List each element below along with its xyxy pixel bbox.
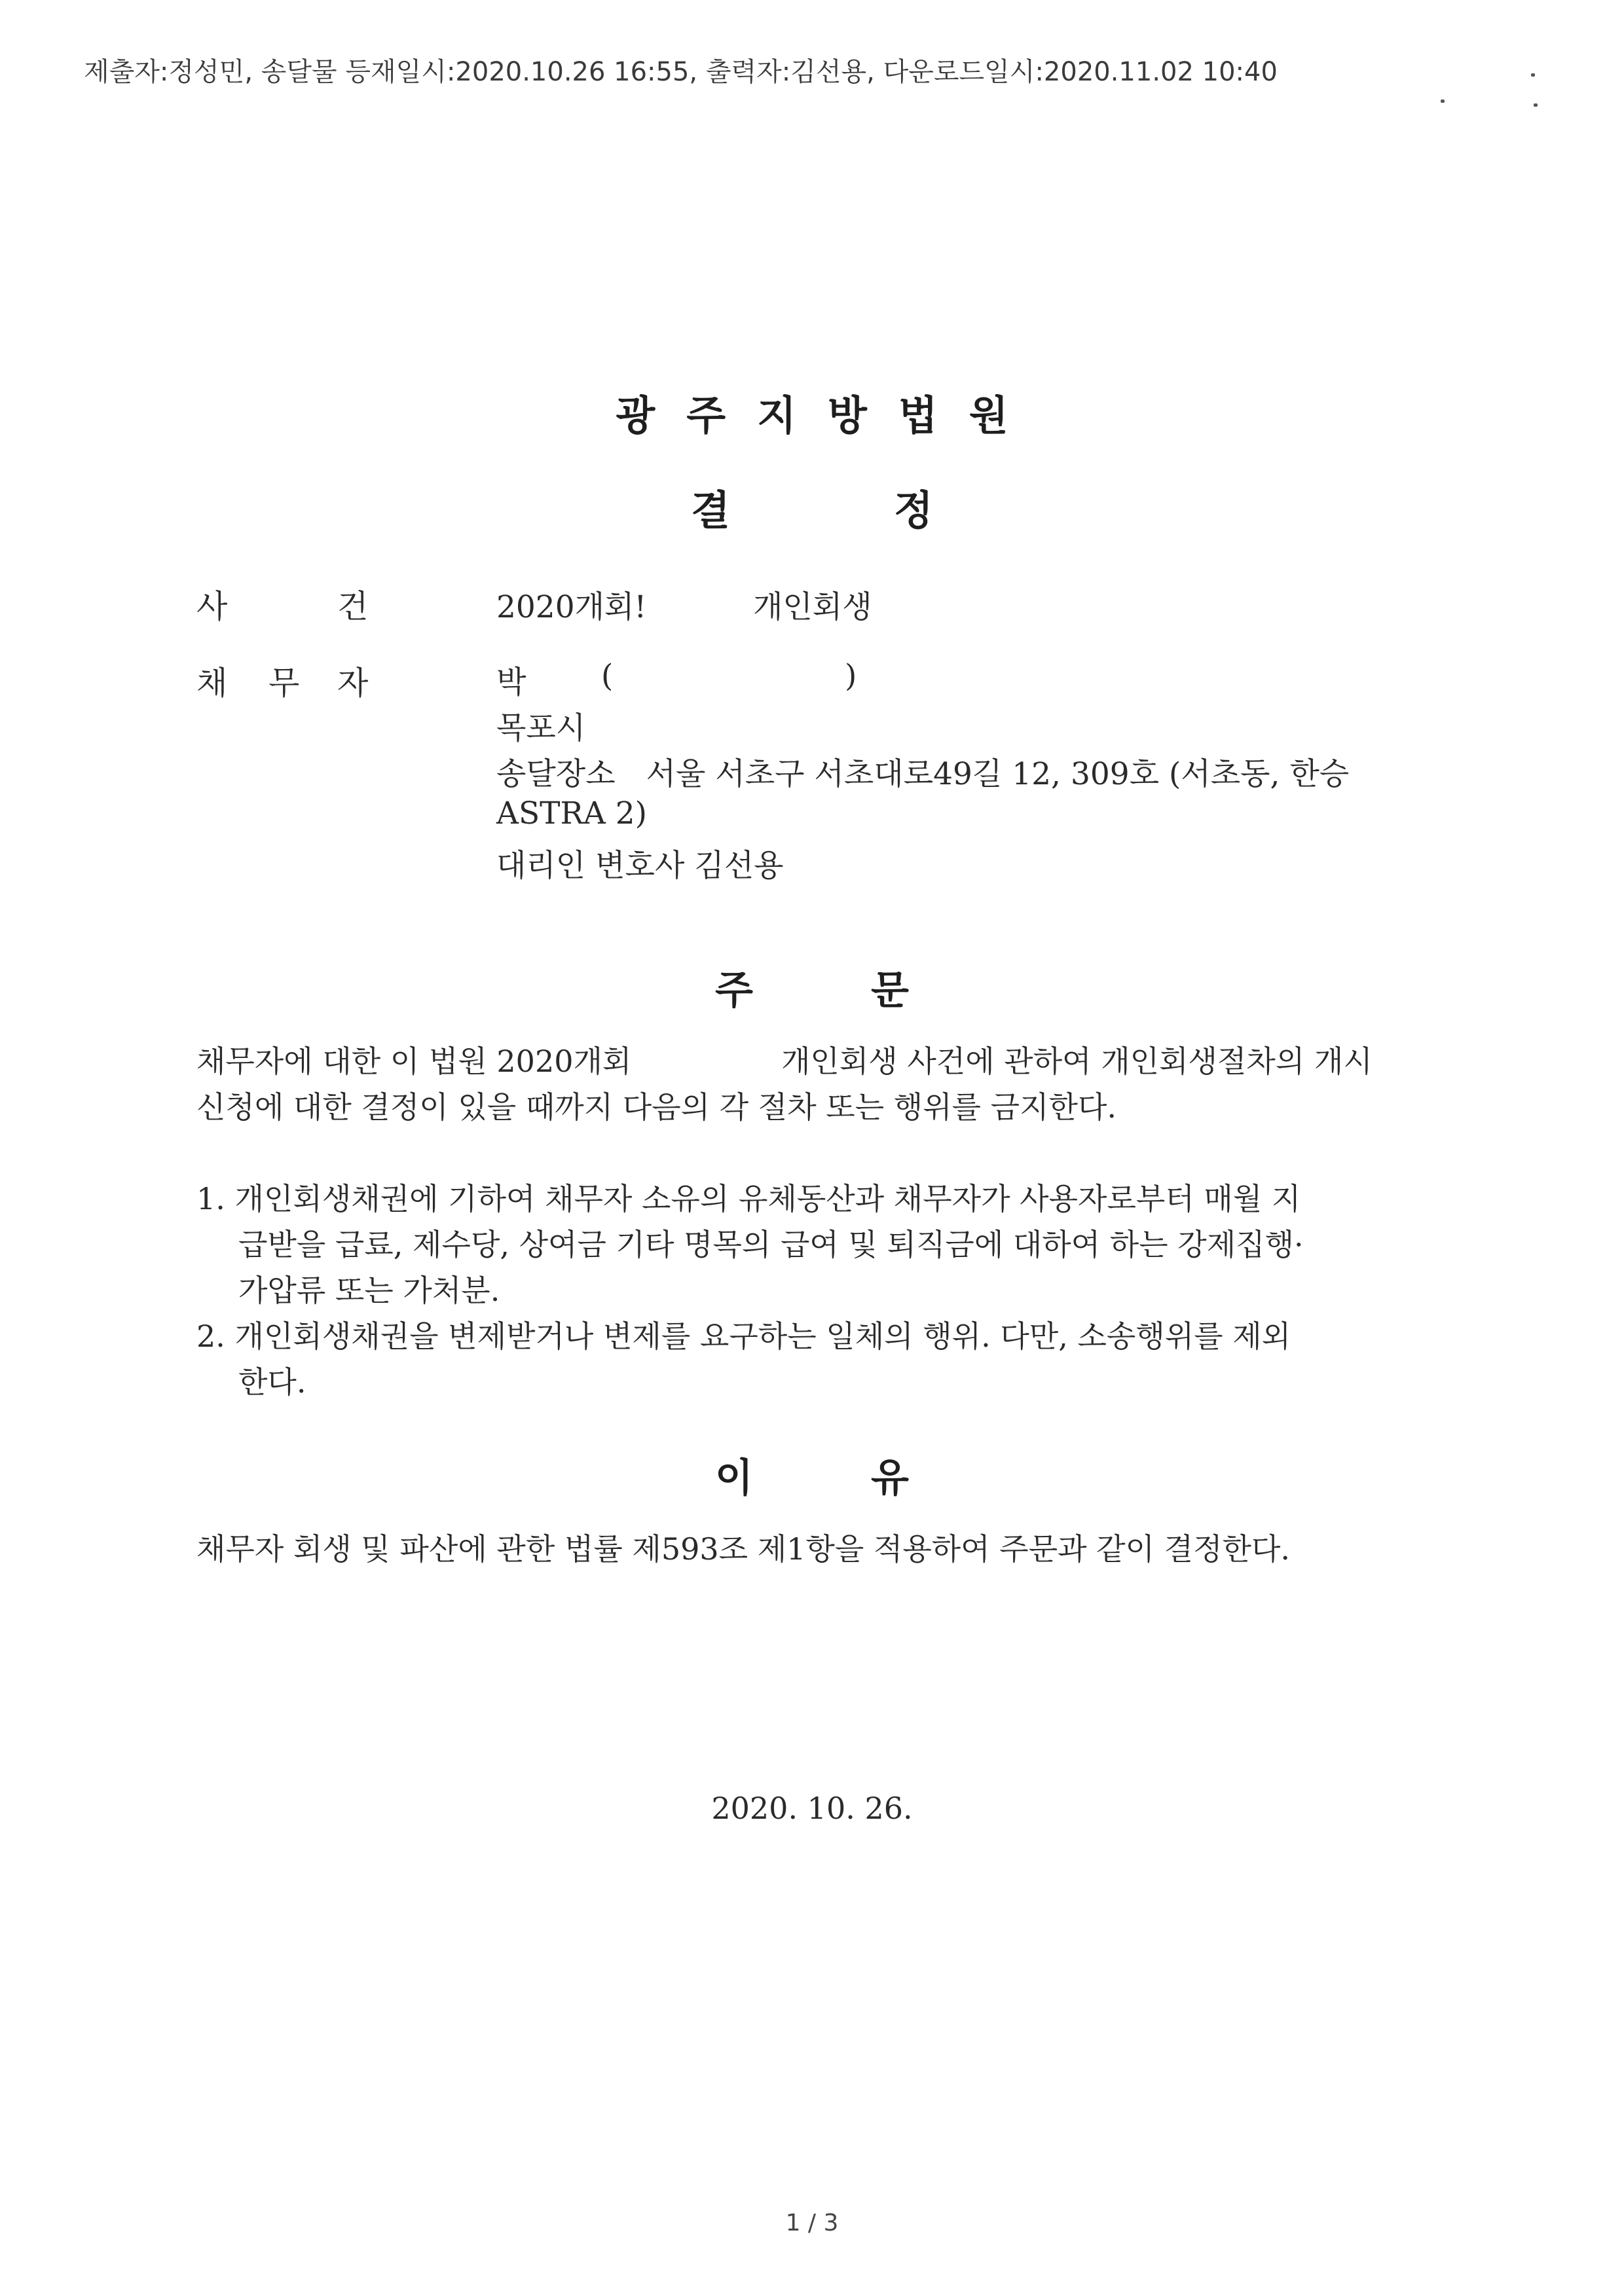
debtor-label-char: 무: [268, 665, 300, 702]
decision-date: 2020. 10. 26.: [711, 1791, 913, 1826]
order-intro-cont: 개인회생 사건에 관하여 개인회생절차의 개시: [781, 1044, 1373, 1079]
debtor-city: 목포시: [496, 710, 586, 746]
order-intro: 채무자에 대한 이 법원 2020개회: [196, 1044, 632, 1079]
debtor-label-char: 채: [196, 665, 228, 702]
reason-heading-left: 이: [715, 1455, 753, 1501]
download-stamp: 제출자:정성민, 송달물 등재일시:2020.10.26 16:55, 출력자:김선용, 다운로드일시:2020.11.02 10:40: [84, 57, 1278, 87]
debtor-name: 박: [496, 665, 526, 701]
delivery-address: 송달장소 서울 서초구 서초대로49길 12, 309호 (서초동, 한승: [496, 756, 1350, 792]
page-number: 1 / 3: [785, 2210, 839, 2236]
scan-speck: [1531, 73, 1535, 77]
order-heading: [0, 959, 1624, 1015]
debtor-paren-close: ): [845, 658, 857, 694]
order-item-1-cont: 급받을 급료, 제수당, 상여금 기타 명목의 급여 및 퇴직금에 대하여 하는 강제집행·: [238, 1227, 1304, 1262]
case-label-char: 건: [337, 588, 369, 625]
title-char-left: 결: [691, 486, 730, 534]
order-item-2-cont: 한다.: [238, 1364, 306, 1400]
order-item-1-cont: 가압류 또는 가처분.: [238, 1273, 500, 1308]
reason-heading: [0, 1447, 1624, 1503]
debtor-paren-open: (: [601, 658, 614, 694]
scan-speck: [1534, 103, 1538, 107]
debtor-label-char: 자: [337, 665, 369, 702]
case-label-char: 사: [196, 588, 228, 625]
delivery-address-cont: ASTRA 2): [496, 795, 647, 831]
title-char-right: 정: [894, 486, 933, 534]
order-item-2: 2. 개인회생채권을 변제받거나 변제를 요구하는 일체의 행위. 다만, 소송행위를 제외: [196, 1319, 1291, 1354]
court-name: 광주지방법원: [616, 392, 1040, 439]
reason-heading-right: 유: [871, 1455, 909, 1501]
reason-text: 채무자 회생 및 파산에 관한 법률 제593조 제1항을 적용하여 주문과 같이 결정한다.: [196, 1531, 1291, 1567]
case-type: 개인회생: [753, 589, 872, 625]
order-intro-line-2: 신청에 대한 결정이 있을 때까지 다음의 각 절차 또는 행위를 금지한다.: [196, 1089, 1117, 1125]
scan-speck: [1441, 100, 1445, 103]
order-item-1: 1. 개인회생채권에 기하여 채무자 소유의 유체동산과 채무자가 사용자로부터 매월 지: [196, 1181, 1301, 1216]
case-number: 2020개회!: [496, 589, 647, 625]
order-heading-right: 문: [871, 968, 909, 1013]
order-heading-left: 주: [715, 968, 753, 1013]
document-title: [0, 478, 1624, 536]
legal-agent: 대리인 변호사 김선용: [496, 848, 784, 884]
